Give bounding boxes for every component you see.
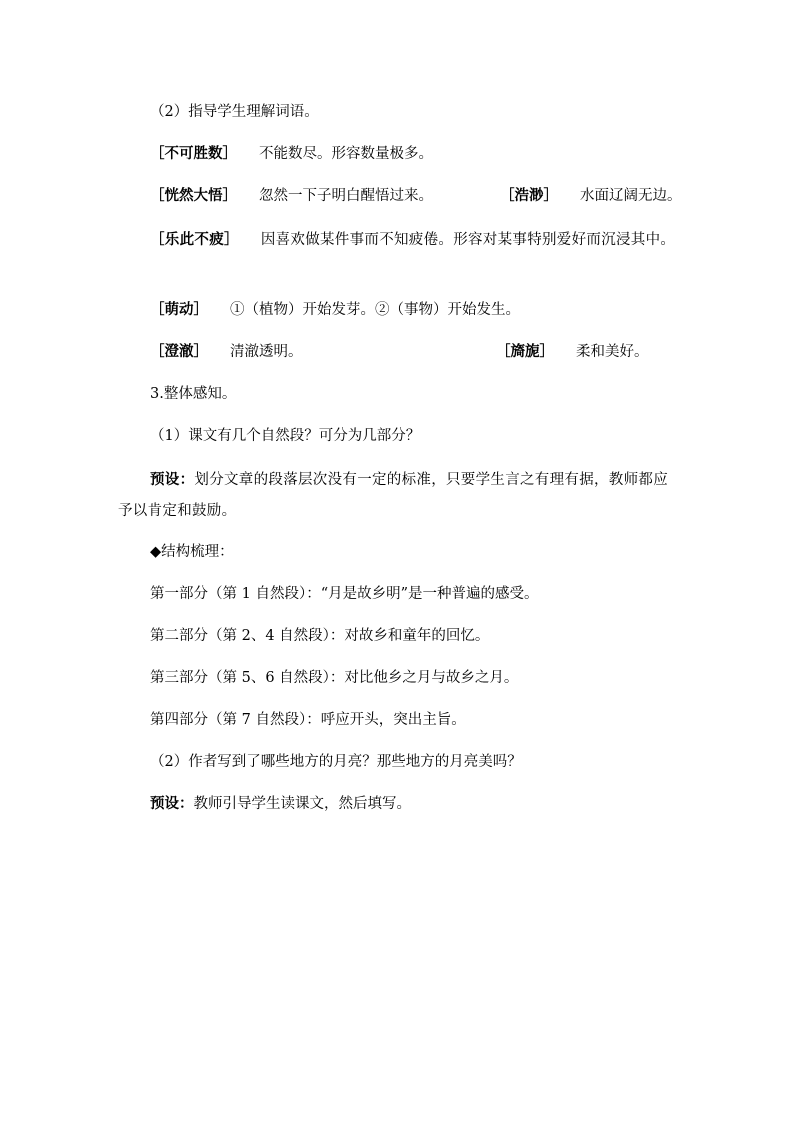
structure-part-2: 第二部分（第 2、4 自然段）：对故乡和童年的回忆。 bbox=[150, 628, 490, 644]
structure-part-4: 第四部分（第 7 自然段）：呼应开头，突出主旨。 bbox=[150, 712, 466, 728]
section-heading: 3.整体感知。 bbox=[150, 386, 237, 402]
preset-paragraph-2 bbox=[150, 794, 710, 814]
vocab-definition: ①（植物）开始发芽。②（事物）开始发生。 bbox=[230, 302, 520, 318]
vocab-term: ［不可胜数］ bbox=[150, 145, 237, 162]
vocab-term: ［萌动］ bbox=[150, 301, 208, 318]
structure-part-1: 第一部分（第 1 自然段）：“月是故乡明”是一种普遍的感受。 bbox=[150, 586, 539, 602]
vocab-term: ［旖旎］ bbox=[496, 343, 554, 360]
question-2: （2）作者写到了哪些地方的月亮？那些地方的月亮美吗？ bbox=[150, 754, 522, 770]
vocab-term: ［乐此不疲］ bbox=[150, 231, 239, 248]
vocab-item-yini bbox=[496, 342, 649, 362]
vocab-item-bukeshengshu bbox=[150, 144, 710, 164]
vocab-item-lecibupi bbox=[118, 224, 678, 256]
preset-text: 划分文章的段落层次没有一定的标准，只要学生言之有理有据，教师都应予以肯定和鼓励。 bbox=[118, 472, 669, 519]
vocab-term: ［澄澈］ bbox=[150, 343, 208, 360]
vocab-item-haomiao bbox=[500, 186, 682, 206]
vocab-definition: 因喜欢做某件事而不知疲倦。形容对某事特别爱好而沉浸其中。 bbox=[260, 232, 676, 248]
guide-vocab-heading: （2）指导学生理解词语。 bbox=[150, 104, 319, 120]
vocab-definition: 不能数尽。形容数量极多。 bbox=[259, 146, 433, 162]
vocab-item-mengdong bbox=[150, 300, 710, 320]
preset-label: 预设： bbox=[150, 795, 194, 812]
vocab-definition: 忽然一下子明白醒悟过来。 bbox=[259, 188, 433, 204]
preset-text: 教师引导学生读课文，然后填写。 bbox=[193, 796, 411, 812]
structure-heading: ◆结构梳理： bbox=[150, 544, 234, 560]
vocab-definition: 柔和美好。 bbox=[576, 344, 649, 360]
preset-label: 预设： bbox=[150, 471, 195, 488]
vocab-definition: 水面辽阔无边。 bbox=[580, 188, 682, 204]
preset-paragraph-1 bbox=[118, 464, 678, 527]
vocab-term: ［恍然大悟］ bbox=[150, 187, 237, 204]
structure-part-3: 第三部分（第 5、6 自然段）：对比他乡之月与故乡之月。 bbox=[150, 670, 519, 686]
question-1: （1）课文有几个自然段？可分为几部分？ bbox=[150, 428, 421, 444]
vocab-term: ［浩渺］ bbox=[500, 187, 558, 204]
vocab-definition: 清澈透明。 bbox=[230, 344, 303, 360]
